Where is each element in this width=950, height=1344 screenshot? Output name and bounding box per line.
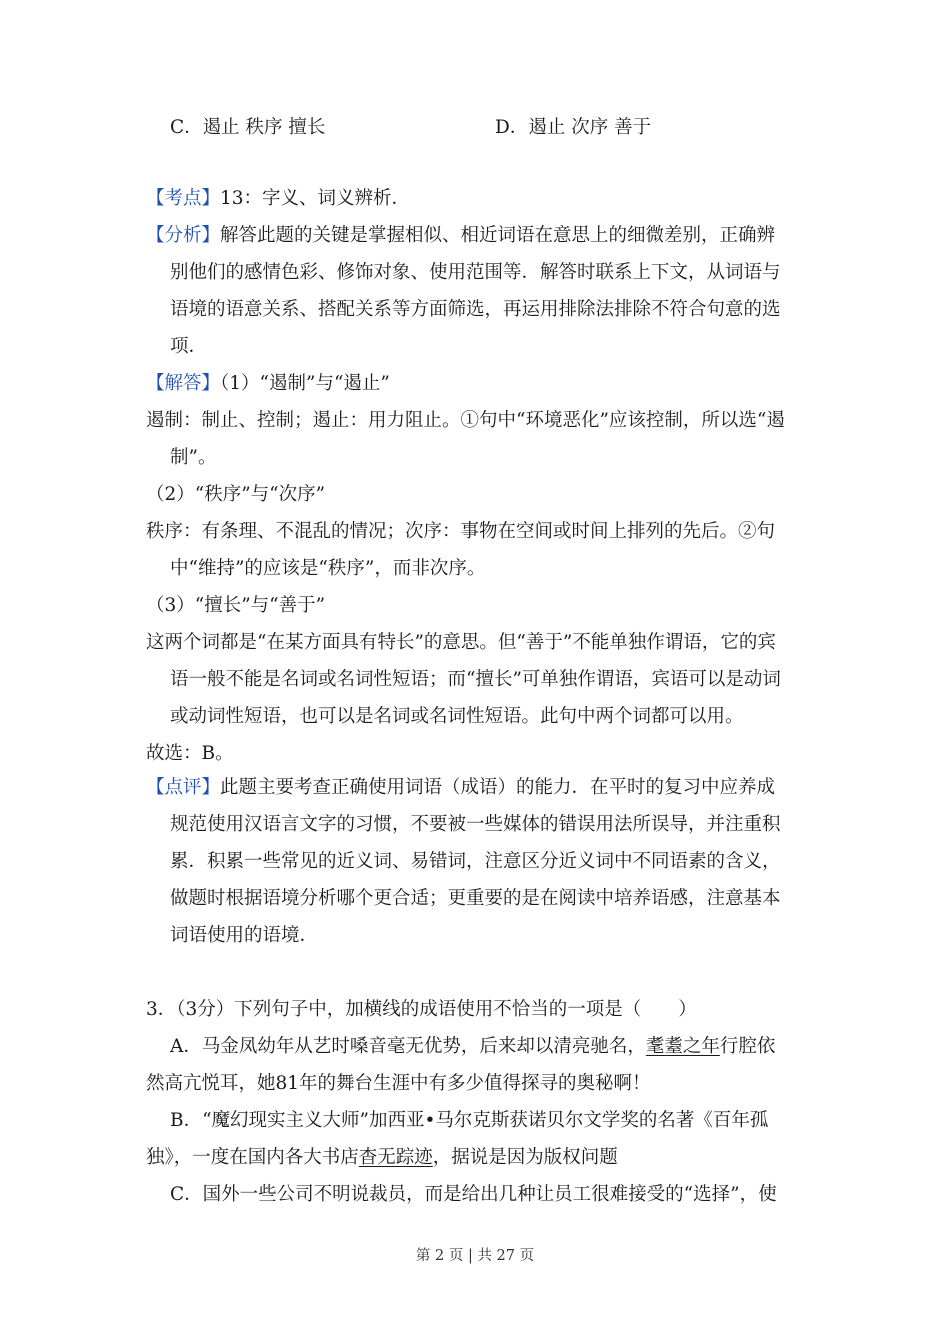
- fenxi-line-4: 项．: [170, 336, 208, 357]
- dianping-tag: 【点评】: [146, 777, 221, 798]
- option-b-text-pre: 独》，一度在国内各大书店: [146, 1147, 359, 1168]
- dianping-text-1: 此题主要考查正确使用词语（成语）的能力．在平时的复习中应养成: [220, 777, 776, 798]
- question3-option-c-line-1: C．国外一些公司不明说裁员，而是给出几种让员工很难接受的“选择”，使: [170, 1184, 777, 1205]
- jieda-p3-line-3: 或动词性短语，也可以是名词或名词性短语。此句中两个词都可以用。: [170, 706, 744, 727]
- jieda-p1-line-2: 制”。: [170, 447, 217, 468]
- jieda-p2-line-2: 中“维持”的应该是“秩序”，而非次序。: [170, 558, 486, 579]
- question3-stem: 3．（3分）下列句子中，加横线的成语使用不恰当的一项是（ ）: [146, 999, 697, 1020]
- underlined-idiom-b: 杳无踪迹: [358, 1147, 433, 1168]
- fenxi-line-1: [146, 223, 775, 249]
- fenxi-line-2: 别他们的感情色彩、修饰对象、使用范围等．解答时联系上下文，从词语与: [170, 262, 781, 283]
- jieda-p2-line-1: 秩序：有条理、不混乱的情况；次序：事物在空间或时间上排列的先后。②句: [146, 521, 776, 542]
- fenxi-text-1: 解答此题的关键是掌握相似、相近词语在意思上的细微差别，正确辨: [220, 225, 776, 246]
- jieda-answer: 故选：B。: [146, 743, 234, 764]
- fenxi-line-3: 语境的语意关系、搭配关系等方面筛选，再运用排除法排除不符合句意的选: [170, 299, 781, 320]
- question3-option-b-line-1: B．“魔幻现实主义大师”加西亚•马尔克斯获诺贝尔文学奖的名著《百年孤: [170, 1110, 769, 1131]
- question3-option-b-line-2: [146, 1145, 618, 1171]
- dianping-line-3: 累．积累一些常见的近义词、易错词，注意区分近义词中不同语素的含义，: [170, 851, 781, 872]
- jieda-tag: 【解答】: [146, 373, 221, 394]
- jieda-p3-line-2: 语一般不能是名词或名词性短语；而“擅长”可单独作谓语，宾语可以是动词: [170, 669, 781, 690]
- question3-option-a-line-1: [170, 1034, 775, 1060]
- kaodian-tag: 【考点】: [146, 188, 221, 209]
- jieda-p1-line-1: 遏制：制止、控制；遏止：用力阻止。①句中“环境恶化”应该控制，所以选“遏: [146, 410, 785, 431]
- option-d: D．遏止 次序 善于: [495, 117, 652, 138]
- page-footer: 第 2 页 | 共 27 页: [415, 1248, 535, 1264]
- jieda-heading-1-text: （1）“遏制”与“遏止”: [220, 373, 390, 394]
- option-a-text-pre: A．马金凤幼年从艺时嗓音毫无优势，后来却以清亮驰名，: [170, 1036, 646, 1057]
- dianping-line-2: 规范使用汉语言文字的习惯，不要被一些媒体的错误用法所误导，并注重积: [170, 814, 781, 835]
- question3-option-a-line-2: 然高亢悦耳，她81年的舞台生涯中有多少值得探寻的奥秘啊！: [146, 1073, 651, 1094]
- jieda-p3-line-1: 这两个词都是“在某方面具有特长”的意思。但“善于”不能单独作谓语，它的宾: [146, 632, 776, 653]
- kaodian: [146, 186, 410, 212]
- dianping-line-4: 做题时根据语境分析哪个更合适；更重要的是在阅读中培养语感，注意基本: [170, 888, 781, 909]
- jieda-heading-3: （3）“擅长”与“善于”: [146, 595, 326, 616]
- fenxi-tag: 【分析】: [146, 225, 221, 246]
- kaodian-text: 13：字义、词义辨析．: [220, 188, 411, 209]
- option-c: C．遏止 秩序 擅长: [170, 117, 326, 138]
- option-a-text-post: 行腔依: [719, 1036, 776, 1057]
- dianping-line-5: 词语使用的语境．: [170, 925, 319, 946]
- option-b-text-post: ，据说是因为版权问题: [432, 1147, 618, 1168]
- underlined-idiom-a: 耄耋之年: [645, 1036, 720, 1057]
- jieda-heading-1: [146, 371, 390, 397]
- dianping-line-1: [146, 775, 775, 801]
- jieda-heading-2: （2）“秩序”与“次序”: [146, 484, 326, 505]
